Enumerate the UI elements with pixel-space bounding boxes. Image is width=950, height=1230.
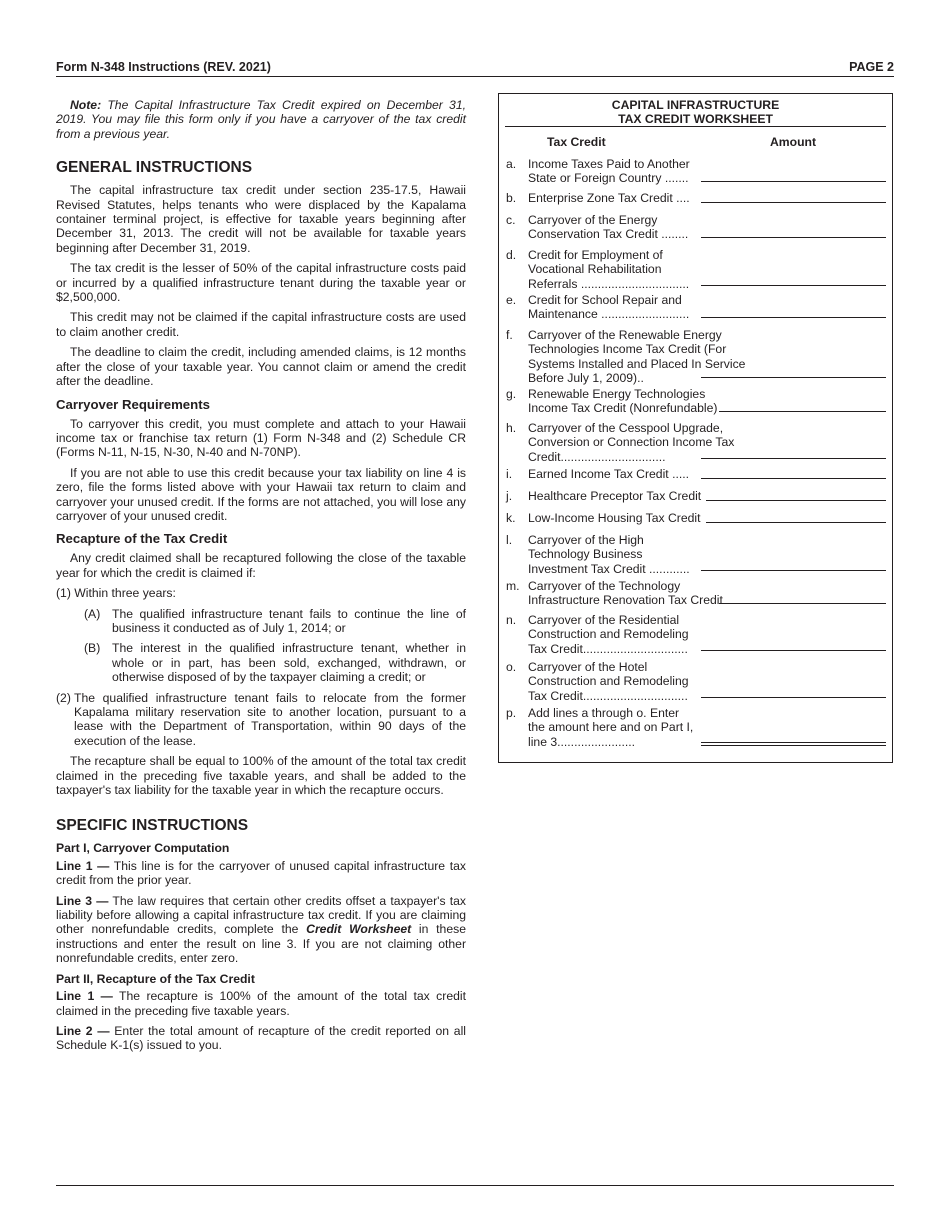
- amount-field-b[interactable]: [701, 202, 886, 203]
- recapture-p1: Any credit claimed shall be recaptured following the close of the taxable year for which the credit is claimed if:: [56, 551, 466, 580]
- amount-field-e[interactable]: [701, 317, 886, 318]
- row-label: Renewable Energy Technologies Income Tax Credit (Nonrefundable): [528, 387, 718, 416]
- row-label: Carryover of the Energy Conservation Tax Credit ........: [528, 213, 689, 242]
- sub-b-text: The interest in the qualified infrastructure tenant, whether in whole or in part, has been sold, exchanged, withdrawn, or otherwise disposed of by the taxpayer claiming a credit; or: [112, 641, 466, 685]
- recapture-sub-a: [84, 607, 466, 636]
- part-2-line-1-label: Line 1 —: [56, 989, 113, 1004]
- row-letter: n.: [506, 613, 517, 627]
- general-p4: The deadline to claim the credit, including amended claims, is 12 months after the close of your taxable year. You cannot claim or amend the credit after the deadline.: [56, 345, 466, 389]
- item-2-marker: (2): [56, 690, 71, 705]
- recapture-item-1: (1) Within three years:: [56, 586, 176, 601]
- sub-b-marker: (B): [84, 641, 101, 656]
- row-label: Carryover of the Technology Infrastructure Renovation Tax Credit: [528, 579, 723, 608]
- row-letter: f.: [506, 328, 513, 342]
- part-2-line-2-text: Enter the total amount of recapture of the credit reported on all Schedule K-1(s) issued to you.: [56, 1023, 466, 1053]
- line-3-text-b: in these instructions and enter the result on line 3. If you are not claiming other nonrefundable credits, enter zero.: [56, 922, 466, 966]
- carryover-p2: If you are not able to use this credit because your tax liability on line 4 is zero, file the forms listed above with your Hawaii tax return to claim and carryover your unused credit. If the forms are not attached, you will lose any carryover of your unused credit.: [56, 465, 466, 523]
- amount-field-o[interactable]: [701, 697, 886, 698]
- amount-field-d[interactable]: [701, 285, 886, 286]
- row-label: Carryover of the Cesspool Upgrade, Conversion or Connection Income Tax Credit...............................: [528, 421, 735, 464]
- part-2-heading: Part II, Recapture of the Tax Credit: [56, 971, 255, 986]
- part-2-line-1-text: The recapture is 100% of the amount of the total tax credit claimed in the preceding five taxable years.: [56, 989, 466, 1018]
- page-header: [56, 60, 894, 76]
- row-label: Carryover of the High Technology Business Investment Tax Credit ............: [528, 533, 690, 576]
- row-letter: d.: [506, 248, 517, 262]
- amount-field-p-total[interactable]: [701, 742, 886, 746]
- part-2-line-2-paragraph: [56, 1024, 466, 1053]
- row-letter: g.: [506, 387, 517, 401]
- worksheet-title-line-1: CAPITAL INFRASTRUCTURE: [611, 98, 780, 112]
- carryover-heading: Carryover Requirements: [56, 396, 210, 412]
- line-1-paragraph: [56, 859, 466, 888]
- credit-worksheet: [498, 93, 893, 763]
- form-title: Form N-348 Instructions (REV. 2021): [56, 60, 271, 74]
- row-letter: a.: [506, 157, 517, 171]
- specific-instructions-heading: SPECIFIC INSTRUCTIONS: [56, 817, 249, 835]
- amount-field-i[interactable]: [701, 478, 886, 479]
- sub-a-marker: (A): [84, 606, 101, 621]
- page-number: PAGE 2: [849, 60, 894, 74]
- general-p2: The tax credit is the lesser of 50% of the capital infrastructure costs paid or incurred by a qualified infrastructure tenant during the taxable year or $2,500,000.: [56, 261, 466, 305]
- row-label: Earned Income Tax Credit .....: [528, 467, 689, 481]
- row-letter: l.: [506, 533, 513, 547]
- row-label: Credit for School Repair and Maintenance ..........................: [528, 293, 690, 322]
- amount-field-h[interactable]: [701, 458, 886, 459]
- amount-field-f[interactable]: [701, 377, 886, 378]
- row-label: Healthcare Preceptor Tax Credit: [528, 489, 702, 503]
- amount-field-k[interactable]: [706, 522, 886, 523]
- row-letter: k.: [506, 511, 516, 525]
- recapture-heading: Recapture of the Tax Credit: [56, 531, 228, 547]
- amount-field-a[interactable]: [701, 181, 886, 182]
- row-label: Income Taxes Paid to Another State or Foreign Country .......: [528, 157, 690, 186]
- sub-a-text: The qualified infrastructure tenant fails to continue the line of business it conducted as of July 1, 2014; or: [112, 606, 466, 635]
- row-label: Add lines a through o. Enter the amount here and on Part I, line 3.......................: [528, 706, 694, 749]
- row-letter: o.: [506, 660, 517, 674]
- amount-field-c[interactable]: [701, 237, 886, 238]
- part-2-line-1-paragraph: [56, 989, 466, 1018]
- worksheet-title-line-2: TAX CREDIT WORKSHEET: [618, 112, 773, 126]
- row-label: Carryover of the Residential Construction and Remodeling Tax Credit...............................: [528, 613, 689, 656]
- part-2-line-2-label: Line 2 —: [56, 1023, 110, 1038]
- carryover-p1: To carryover this credit, you must complete and attach to your Hawaii income tax or franchise tax return (1) Form N-348 and (2) Schedule CR (Forms N-11, N-15, N-30, N-40 and N-70NP).: [56, 416, 466, 460]
- instructions-column: [56, 98, 466, 1059]
- recapture-item-2: [56, 691, 466, 749]
- amount-field-n[interactable]: [701, 650, 886, 651]
- line-3-label: Line 3 —: [56, 893, 109, 908]
- part-1-heading: Part I, Carryover Computation: [56, 841, 230, 856]
- amount-field-l[interactable]: [701, 570, 886, 571]
- row-letter: h.: [506, 421, 517, 435]
- row-letter: c.: [506, 213, 516, 227]
- recapture-sub-b: [84, 641, 466, 684]
- row-letter: j.: [506, 489, 513, 503]
- row-letter: m.: [506, 579, 520, 593]
- row-label: Carryover of the Renewable Energy Technologies Income Tax Credit (For Systems Installed and Placed In Service Before July 1, 2009)..: [528, 328, 746, 386]
- row-letter: i.: [506, 467, 513, 481]
- item-2-text: The qualified infrastructure tenant fails to relocate from the former Kapalama military reservation site to another location, pursuant to a lease with the Department of Transportation, within 90 days of the execution of the lease.: [74, 690, 466, 748]
- line-3-paragraph: [56, 894, 466, 966]
- general-instructions-heading: GENERAL INSTRUCTIONS: [56, 159, 253, 177]
- general-p3: This credit may not be claimed if the capital infrastructure costs are used to claim another credit.: [56, 310, 466, 339]
- footer-rule: [56, 1185, 894, 1186]
- column-header-amount: Amount: [770, 135, 817, 149]
- line-1-text: This line is for the carryover of unused capital infrastructure tax credit from the prior year.: [56, 858, 466, 888]
- column-header-tax-credit: Tax Credit: [547, 135, 606, 149]
- header-rule: [56, 76, 894, 77]
- line-1-label: Line 1 —: [56, 858, 110, 873]
- credit-worksheet-ref: Credit Worksheet: [306, 922, 412, 937]
- amount-field-m[interactable]: [719, 603, 886, 604]
- row-letter: p.: [506, 706, 517, 720]
- row-letter: b.: [506, 191, 517, 205]
- amount-field-j[interactable]: [706, 500, 886, 501]
- note-text: The Capital Infrastructure Tax Credit expired on December 31, 2019. You may file this form only if you have a carryover of the tax credit from a previous year.: [56, 98, 466, 141]
- note-label: Note:: [70, 98, 102, 112]
- amount-field-g[interactable]: [719, 411, 886, 412]
- general-p1: The capital infrastructure tax credit under section 235-17.5, Hawaii Revised Statutes, helps tenants who were displaced by the Kapalama container terminal project, is effective for taxable years beginning after December 31, 2013. The credit will not be available for taxable years beginning after December 31, 2019.: [56, 183, 466, 255]
- row-label: Credit for Employment of Vocational Rehabilitation Referrals ................................: [528, 248, 690, 291]
- row-label: Enterprise Zone Tax Credit ....: [528, 191, 690, 205]
- note-paragraph: [56, 98, 466, 141]
- row-letter: e.: [506, 293, 517, 307]
- recapture-p2: The recapture shall be equal to 100% of the amount of the total tax credit claimed in the preceding five taxable years, and shall be added to the taxpayer's tax liability for the taxable year in which the recapture occurs.: [56, 754, 466, 798]
- worksheet-title: [499, 98, 892, 126]
- row-label: Carryover of the Hotel Construction and Remodeling Tax Credit...............................: [528, 660, 689, 703]
- line-3-text-a: The law requires that certain other credits offset a taxpayer's tax liability before allowing a capital infrastructure tax credit. If you are claiming other nonrefundable credits, complete the: [56, 893, 466, 937]
- worksheet-title-rule: [505, 126, 886, 127]
- row-label: Low-Income Housing Tax Credit: [528, 511, 701, 525]
